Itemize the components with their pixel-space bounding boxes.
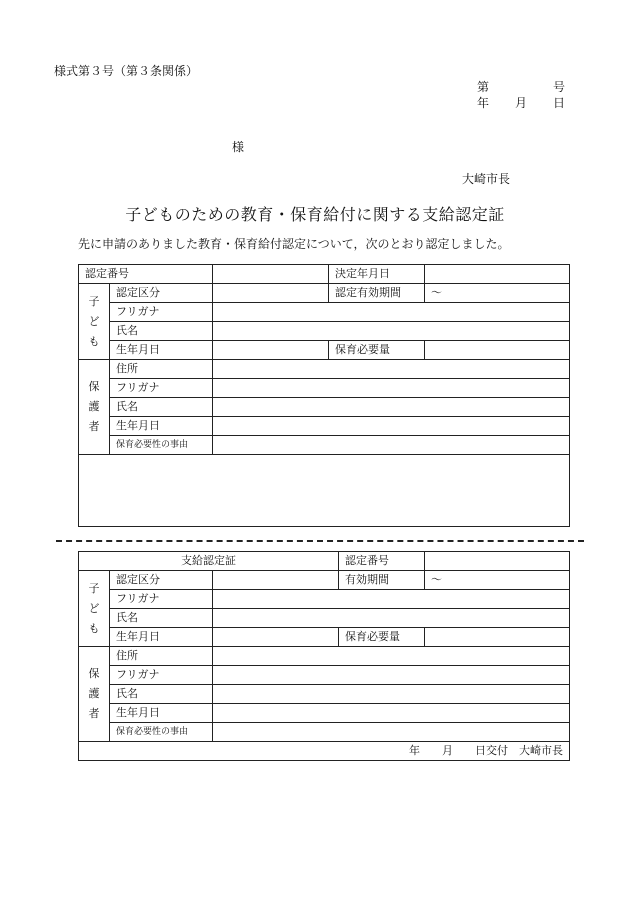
- stub-child-furigana-label: フリガナ: [110, 590, 213, 609]
- validity-label: 認定有効期間: [329, 284, 425, 303]
- certification-table: [78, 264, 570, 527]
- care-reason-value: [213, 436, 570, 455]
- guardian-furigana-label: フリガナ: [110, 379, 213, 398]
- stub-child-section-label: 子 ど も: [79, 571, 110, 647]
- cert-number-value: [213, 265, 329, 284]
- stub-guardian-birthdate-label: 生年月日: [110, 704, 213, 723]
- issue-date-line: 年 月 日交付 大崎市長: [79, 742, 570, 761]
- number-prefix: 第: [477, 80, 490, 94]
- guardian-address-label: 住所: [110, 360, 213, 379]
- decision-date-value: [425, 265, 570, 284]
- intro-text: 先に申請のありました教育・保育給付認定について，次のとおり認定しました。: [78, 237, 510, 251]
- child-name-label: 氏名: [110, 322, 213, 341]
- stub-child-name-label: 氏名: [110, 609, 213, 628]
- stub-guardian-address-label: 住所: [110, 647, 213, 666]
- stub-guardian-furigana-label: フリガナ: [110, 666, 213, 685]
- addressee-suffix: 様: [232, 140, 245, 154]
- issuer: 大崎市長: [462, 172, 511, 186]
- stub-validity-value: ～: [425, 571, 570, 590]
- stub-child-birthdate-value: [213, 628, 339, 647]
- child-furigana-label: フリガナ: [110, 303, 213, 322]
- stub-guardian-section-label: 保 護 者: [79, 647, 110, 742]
- care-need-label: 保育必要量: [329, 341, 425, 360]
- stub-category-label: 認定区分: [110, 571, 213, 590]
- guardian-birthdate-label: 生年月日: [110, 417, 213, 436]
- cert-number-label: 認定番号: [79, 265, 213, 284]
- decision-date-label: 決定年月日: [329, 265, 425, 284]
- child-birthdate-value: [213, 341, 329, 360]
- category-value: [213, 284, 329, 303]
- guardian-section-label: 保 護 者: [79, 360, 110, 455]
- stub-category-value: [213, 571, 339, 590]
- stub-child-birthdate-label: 生年月日: [110, 628, 213, 647]
- stub-care-reason-label: 保育必要性の事由: [110, 723, 213, 742]
- date-year: 年: [477, 96, 490, 110]
- stub-care-need-value: [425, 628, 570, 647]
- form-number: 様式第３号（第３条関係）: [54, 64, 199, 78]
- stub-guardian-name-label: 氏名: [110, 685, 213, 704]
- stub-guardian-name-value: [213, 685, 570, 704]
- child-name-value: [213, 322, 570, 341]
- category-label: 認定区分: [110, 284, 213, 303]
- stub-child-furigana-value: [213, 590, 570, 609]
- guardian-name-value: [213, 398, 570, 417]
- notes-area: [79, 455, 570, 527]
- document-title: 子どものための教育・保育給付に関する支給認定証: [125, 205, 505, 224]
- guardian-address-value: [213, 360, 570, 379]
- validity-value: ～: [425, 284, 570, 303]
- stub-child-name-value: [213, 609, 570, 628]
- date-day: 日: [553, 96, 566, 110]
- stub-guardian-address-value: [213, 647, 570, 666]
- guardian-name-label: 氏名: [110, 398, 213, 417]
- guardian-birthdate-value: [213, 417, 570, 436]
- stub-care-reason-value: [213, 723, 570, 742]
- stub-guardian-birthdate-value: [213, 704, 570, 723]
- stub-cert-number-value: [425, 552, 570, 571]
- number-suffix: 号: [553, 80, 566, 94]
- stub-validity-label: 有効期間: [339, 571, 425, 590]
- certificate-stub-table: [78, 551, 570, 761]
- stub-cert-label: 支給認定証: [79, 552, 339, 571]
- child-section-label: 子 ど も: [79, 284, 110, 360]
- care-need-value: [425, 341, 570, 360]
- stub-cert-number-label: 認定番号: [339, 552, 425, 571]
- child-furigana-value: [213, 303, 570, 322]
- care-reason-label: 保育必要性の事由: [110, 436, 213, 455]
- cut-line: [56, 540, 584, 542]
- guardian-furigana-value: [213, 379, 570, 398]
- date-month: 月: [515, 96, 528, 110]
- child-birthdate-label: 生年月日: [110, 341, 213, 360]
- stub-care-need-label: 保育必要量: [339, 628, 425, 647]
- stub-guardian-furigana-value: [213, 666, 570, 685]
